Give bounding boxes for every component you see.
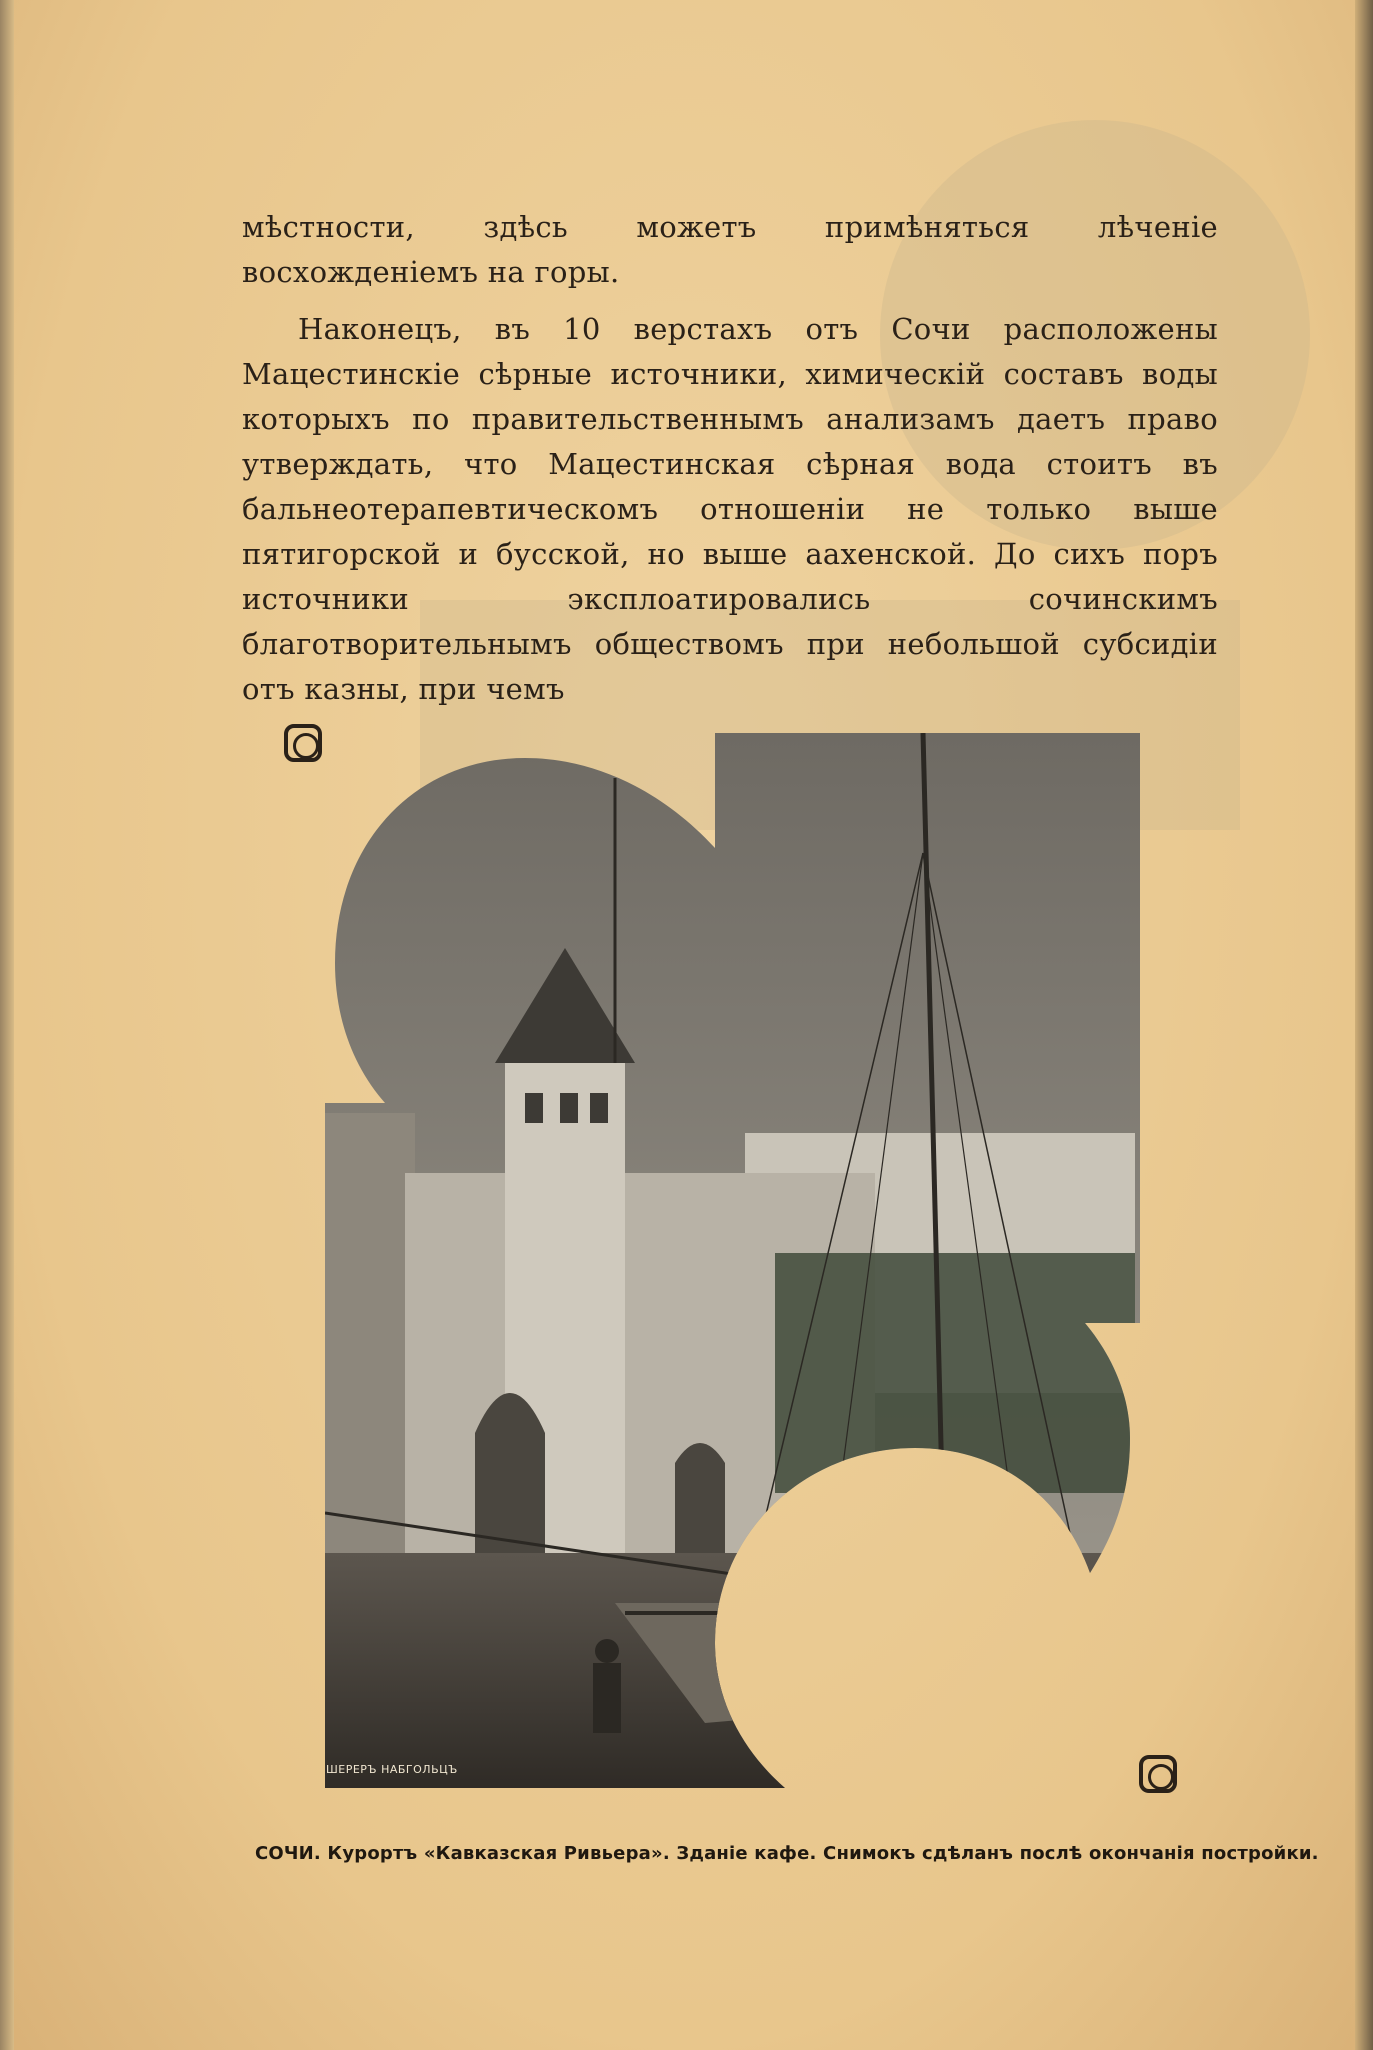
- photograph-cafe-building: [325, 733, 1140, 1788]
- body-text: [242, 205, 1218, 712]
- paragraph-2: Наконецъ, въ 10 верстахъ отъ Сочи расположены Мацестинскіе сѣрные источники, химическій составъ воды которыхъ по правительственнымъ анализамъ даетъ право утверждать, что Мацестинская сѣрная вода стоитъ въ бальнеотерапевтическомъ отношеніи не только выше пятигорской и бусской, но выше аахенской. До сихъ поръ источники эксплоатировались сочинскимъ благотворительнымъ обществомъ при небольшой субсидіи отъ казны, при чемъ: [242, 312, 1218, 706]
- paragraph-1: мѣстности, здѣсь можетъ примѣняться лѣченіе восхожденіемъ на горы.: [242, 210, 1218, 289]
- page-edge-left: [0, 0, 14, 2050]
- decorative-corner-marker-top: [284, 724, 322, 762]
- page-edge-right: [1355, 0, 1373, 2050]
- photo-credit: ШЕРЕРЪ НАБГОЛЬЦЪ: [326, 1763, 458, 1776]
- decorative-corner-marker-bottom: [1139, 1755, 1177, 1793]
- photo-caption: СОЧИ. Курортъ «Кавказская Ривьера». Зданіе кафе. Снимокъ сдѣланъ послѣ окончанія постройки.: [255, 1843, 1319, 1864]
